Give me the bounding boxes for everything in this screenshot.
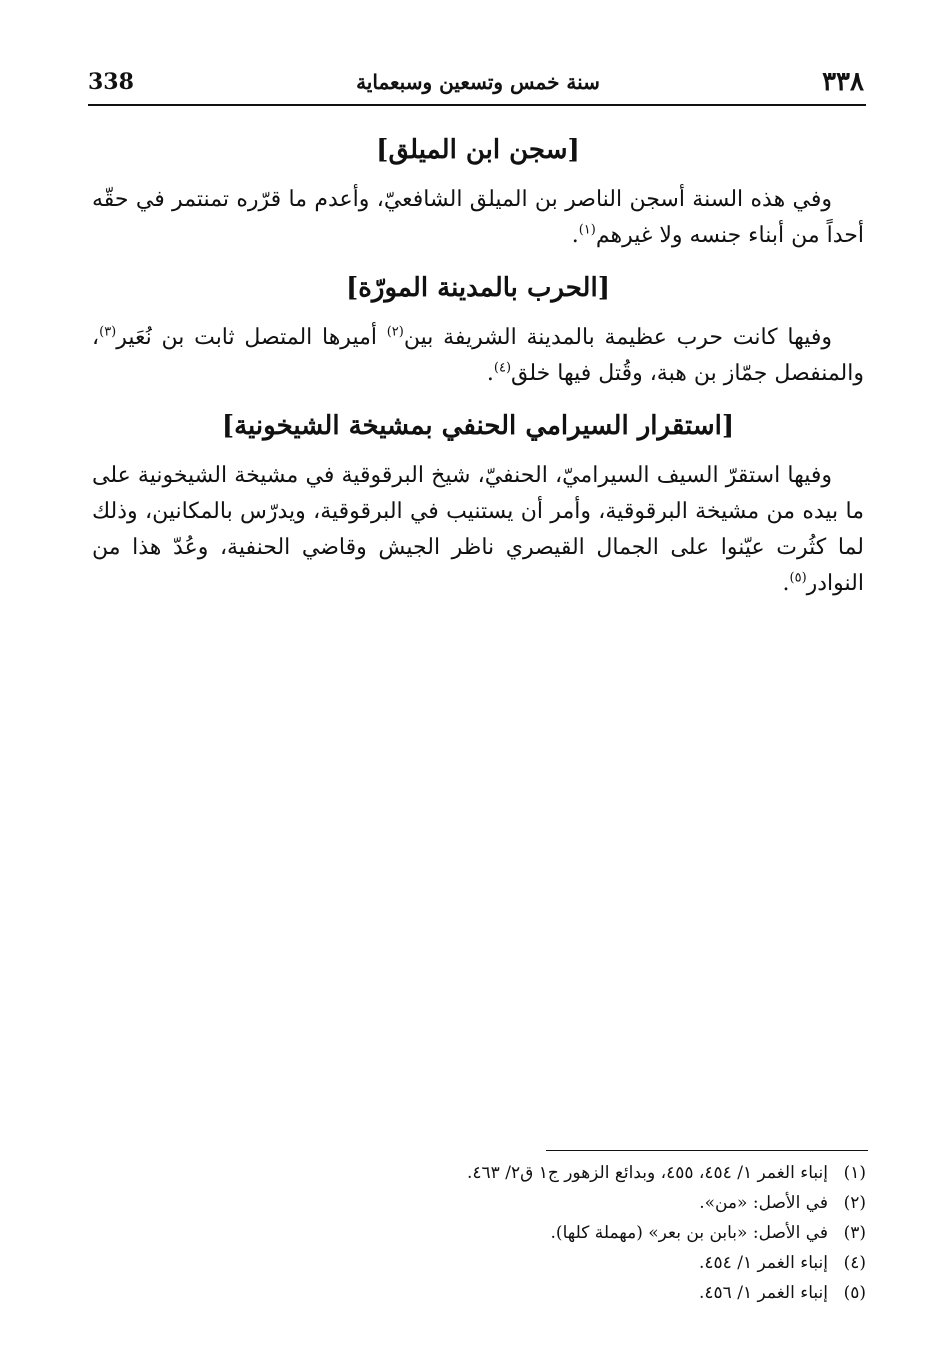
text-run: .	[782, 571, 790, 596]
section-heading: [استقرار السيرامي الحنفي بمشيخة الشيخونية]	[221, 411, 735, 441]
text-run: .	[571, 223, 579, 248]
section-heading: [الحرب بالمدينة المورّة]	[345, 273, 611, 303]
footnote-number: (٤)	[843, 1253, 866, 1273]
footnote-ref: (١)	[578, 222, 596, 238]
footnote	[300, 1248, 866, 1278]
footnote-text: إنباء الغمر ١/ ٤٥٦.	[699, 1283, 828, 1303]
footnote-number: (١)	[843, 1163, 866, 1183]
footnote-ref: (٤)	[493, 360, 512, 376]
footnote-ref: (٣)	[99, 324, 117, 340]
running-title: سنة خمس وتسعين وسبعماية	[356, 70, 600, 94]
footnote-number: (٣)	[843, 1223, 866, 1243]
footnote-text: في الأصل: «من».	[699, 1193, 828, 1213]
footnote-text: في الأصل: «بابن بن بعر» (مهملة كلها).	[550, 1223, 828, 1243]
paragraph	[92, 320, 864, 392]
section-ibn-almailaq	[92, 128, 864, 254]
section-sirami	[92, 404, 864, 602]
text-run: وفيها كانت حرب عظيمة بالمدينة الشريفة بين	[403, 325, 833, 350]
text-run: ، والمنفصل جمّاز بن هبة، وقُتل فيها خلق	[92, 325, 864, 386]
footnote-ref: (٢)	[386, 324, 404, 340]
footnote-text: إنباء الغمر ١/ ٤٥٤.	[699, 1253, 828, 1273]
footnote-number: (٢)	[843, 1193, 866, 1213]
text-run: وفيها استقرّ السيف السيراميّ، الحنفيّ، شيخ البرقوقية في مشيخة الشيخونية على ما بيده من مشيخة البرقوقية، وأمر أن يستنيب في البرقوقية، ويدرّس بالمكانين، وذلك لما كثُرت عيّنوا على الجمال القيصري ناظر الجيش وقاضي الحنفية، وعُدّ هذا من النوادر	[92, 463, 864, 596]
page-number-latin: 338	[88, 69, 134, 95]
footnote	[300, 1158, 866, 1188]
text-run: .	[486, 361, 494, 386]
footnote-number: (٥)	[843, 1283, 866, 1303]
footnote-text: إنباء الغمر ١/ ٤٥٤، ٤٥٥، وبدائع الزهور ج١ ق٢/ ٤٦٣.	[467, 1163, 828, 1183]
footnote	[300, 1218, 866, 1248]
text-run: أميرها المتصل ثابت بن نُعَير	[116, 325, 387, 350]
page-number-arabic: ٣٣٨	[822, 67, 864, 97]
page-header	[88, 60, 864, 104]
section-war-medina	[92, 266, 864, 392]
footnote	[300, 1278, 866, 1308]
main-text	[92, 120, 864, 614]
text-run: وفي هذه السنة أسجن الناصر بن الميلق الشافعيّ، وأعدم ما قرّره تمنتمر في حقّه أحداً من أبناء جنسه ولا غيرهم	[92, 187, 864, 248]
paragraph	[92, 458, 864, 602]
footnote	[300, 1188, 866, 1218]
footnote-rule	[546, 1150, 868, 1151]
header-rule	[88, 104, 866, 106]
section-heading: [سجن ابن الميلق]	[376, 135, 580, 165]
footnotes	[300, 1158, 866, 1308]
paragraph	[92, 182, 864, 254]
footnote-ref: (٥)	[789, 570, 807, 586]
